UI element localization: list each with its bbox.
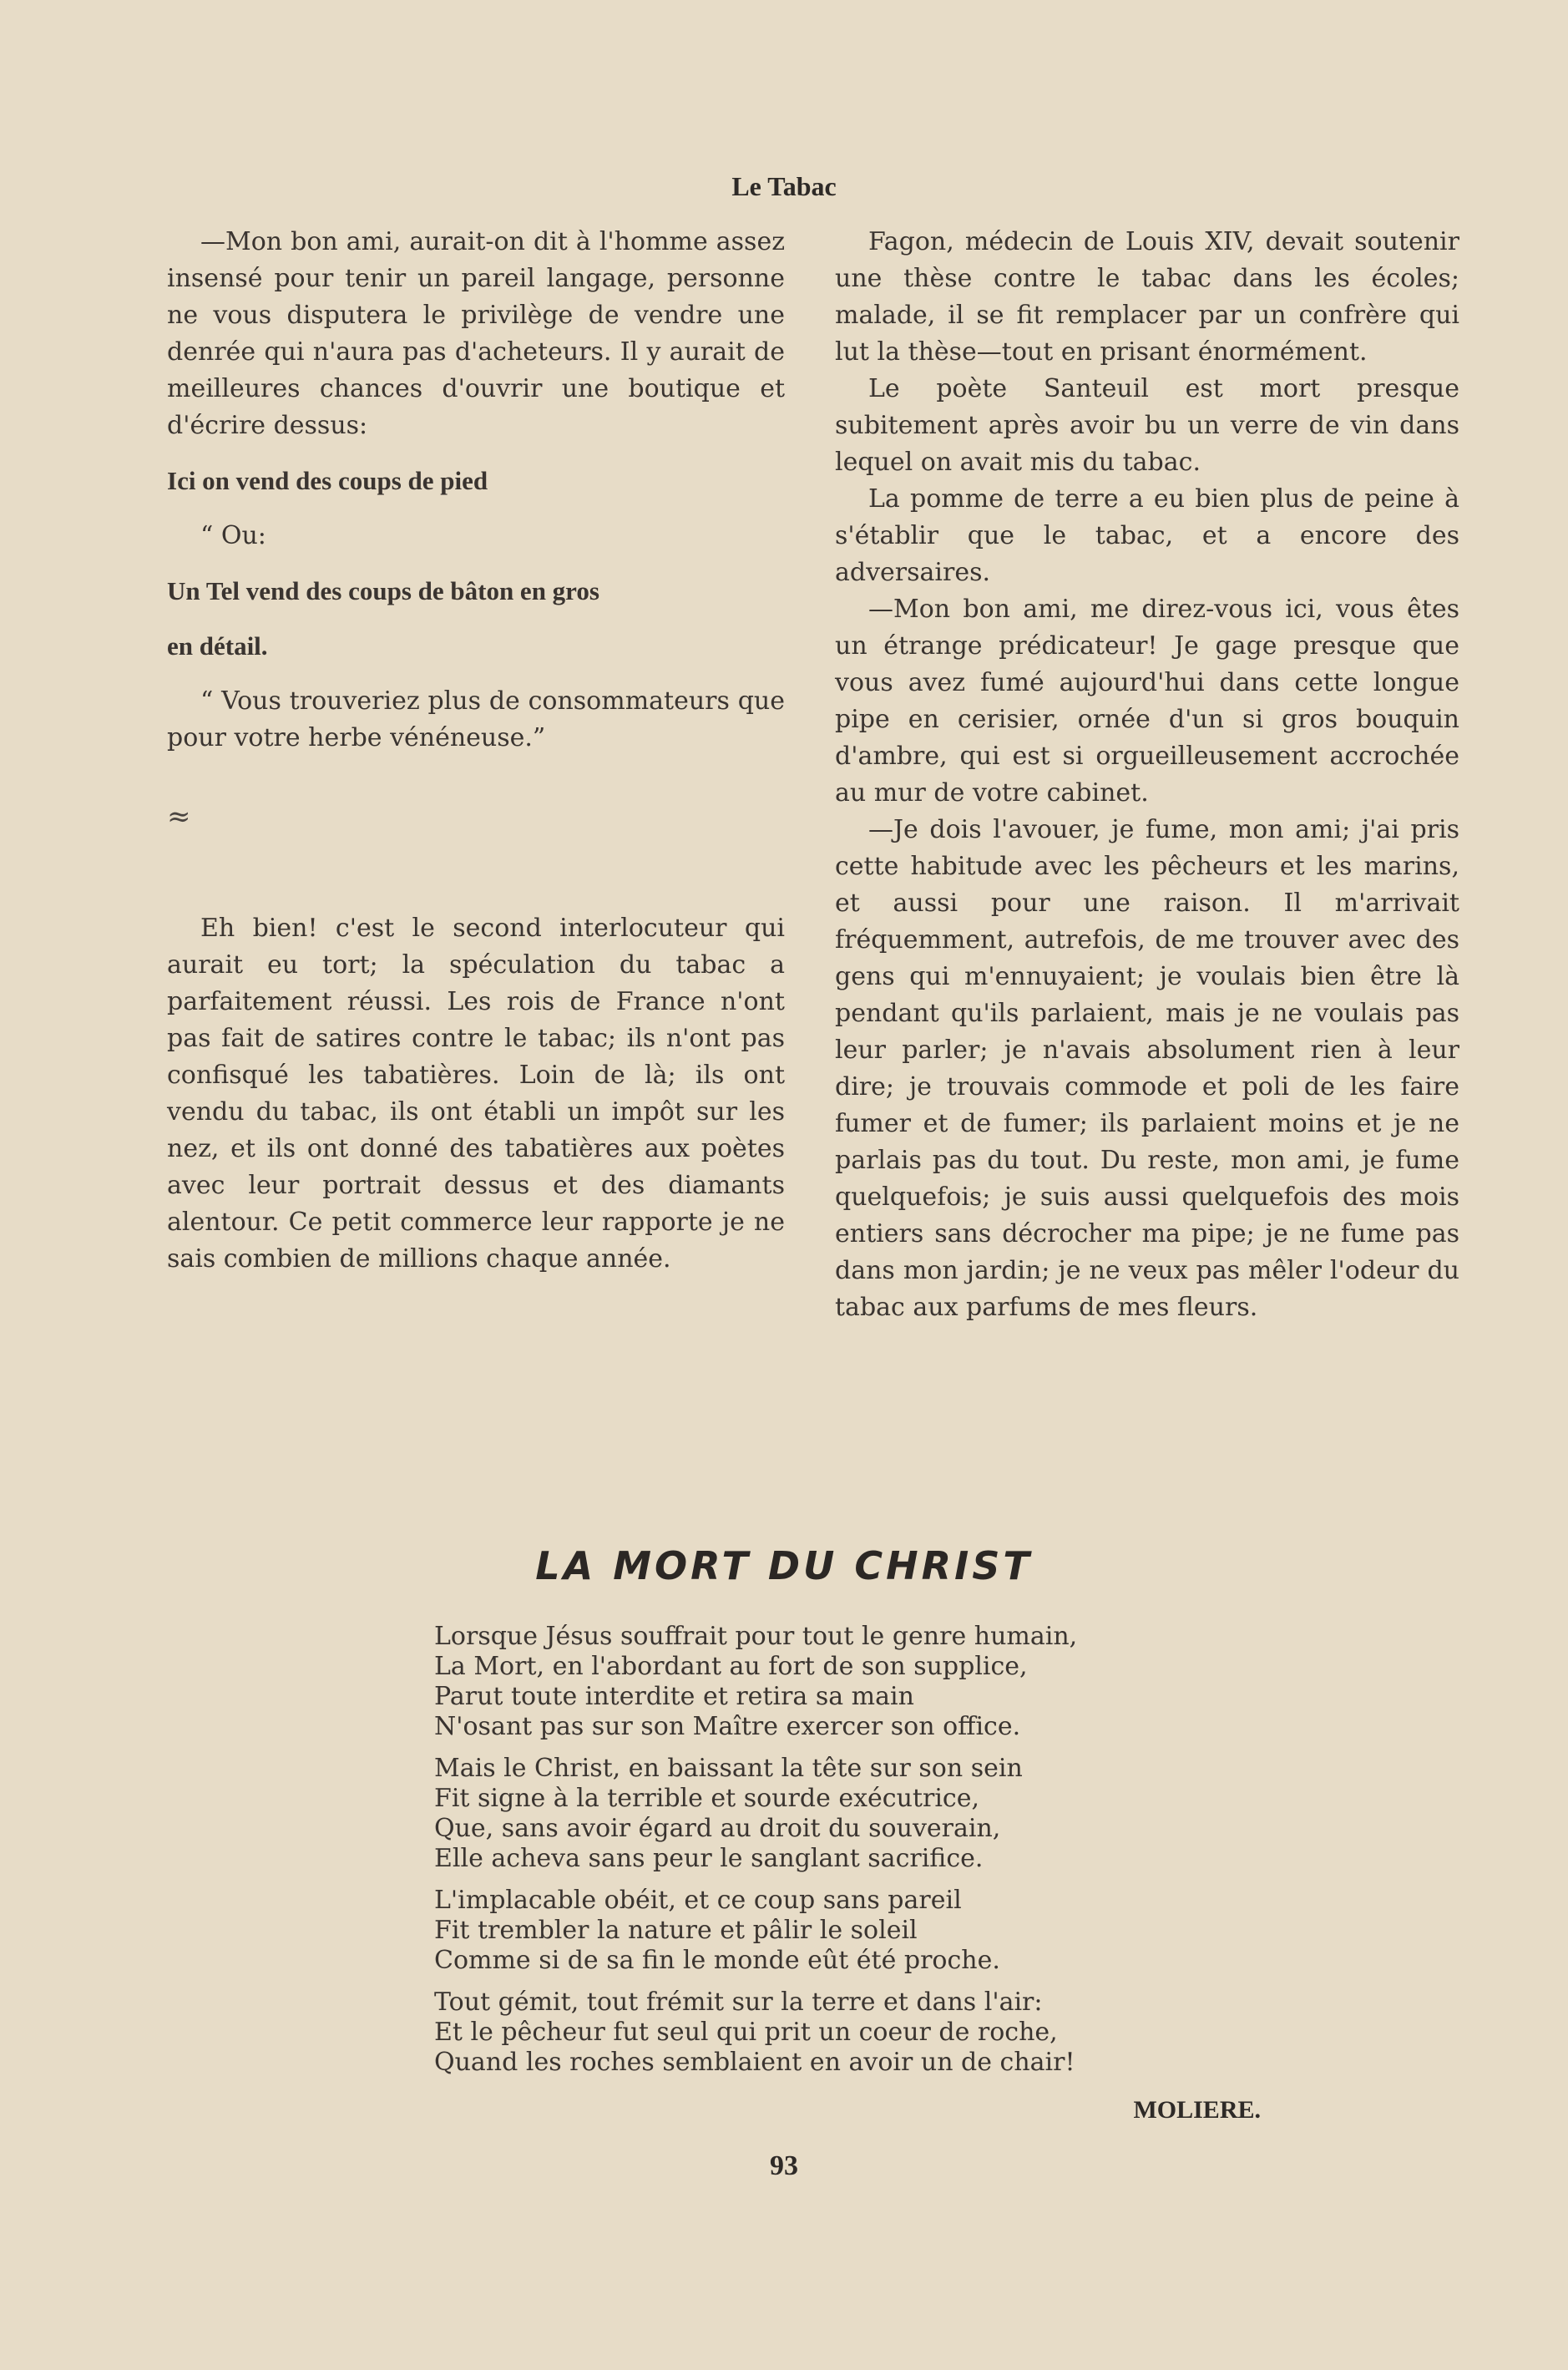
smoking-paragraph: —Je dois l'avouer, je fume, mon ami; j'ai pris cette habitude avec les pêcheurs et les marins, et aussi pour une raison. Il m'arrivait fréquemment, autrefois, de me trouver avec des gens qui m'ennuyaient; je voulais bien être là pendant qu'ils parlaient, mais je ne voulais pas leur parler; je n'avais absolument rien à leur dire; je trouvais commode et poli de les faire fumer et de fumer; ils parlaient moins et je ne parlais pas du tout. Du reste, mon ami, je fume quelquefois; je suis aussi quelquefois des mois entiers sans décrocher ma pipe; je ne fume pas dans mon jardin; je ne veux pas mêler l'odeur du tabac aux parfums de mes fleurs.	[835, 815, 1459, 1322]
preacher-paragraph: —Mon bon ami, me direz-vous ici, vous êtes un étrange prédicateur! Je gage presque que vous avez fumé aujourd'hui dans cette longue pipe en cerisier, ornée d'un si gros bouquin d'ambre, qui est si orgueilleusement accrochée au mur de votre cabinet.	[835, 595, 1459, 808]
section-ornament: ≈	[167, 800, 191, 833]
left-column	[167, 224, 785, 1278]
verse: Comme si de sa fin le monde eût été proche.	[434, 1946, 1000, 1975]
verse: Lorsque Jésus souffrait pour tout le genre humain,	[434, 1622, 1078, 1651]
poem-author: MOLIERE.	[1133, 2096, 1261, 2124]
sign-two-line2: en détail.	[167, 631, 268, 661]
stanza	[434, 1754, 1269, 1874]
verse: Fit trembler la nature et pâlir le soleil	[434, 1916, 918, 1945]
second-paragraph: Eh bien! c'est le second interlocuteur qui aurait eu tort; la spéculation du tabac a parfaitement réussi. Les rois de France n'ont pas fait de satires contre le tabac; ils n'ont pas confisqué les tabatières. Loin de là; ils ont vendu du tabac, ils ont établi un impôt sur les nez, et ils ont donné des tabatières aux poètes avec leur portrait dessus et des diamants alentour. Ce petit commerce leur rapporte je ne sais combien de millions chaque année.	[167, 914, 785, 1274]
verse: Et le pêcheur fut seul qui prit un coeur de roche,	[434, 2018, 1058, 2047]
verse: N'osant pas sur son Maître exercer son office.	[434, 1712, 1021, 1741]
potato-paragraph: La pomme de terre a eu bien plus de peine à s'établir que le tabac, et a encore des adversaires.	[835, 484, 1459, 587]
stanza	[434, 1886, 1269, 1976]
santeuil-paragraph: Le poète Santeuil est mort presque subitement après avoir bu un verre de vin dans lequel on avait mis du tabac.	[835, 374, 1459, 477]
verse: Mais le Christ, en baissant la tête sur son sein	[434, 1754, 1023, 1783]
page-number: 93	[770, 2150, 798, 2181]
verse: Que, sans avoir égard au droit du souverain,	[434, 1814, 1001, 1843]
ou-line: “ Ou:	[200, 521, 266, 550]
stanza	[434, 1988, 1269, 2078]
verse: Elle acheva sans peur le sanglant sacrifice.	[434, 1844, 984, 1873]
sign-one: Ici on vend des coups de pied	[167, 466, 488, 495]
verse: Parut toute interdite et retira sa main	[434, 1682, 914, 1711]
right-column	[835, 224, 1459, 1326]
verse: Fit signe à la terrible et sourde exécutrice,	[434, 1784, 980, 1813]
poem-title: LA MORT DU CHRIST	[535, 1543, 1033, 1588]
fagon-paragraph: Fagon, médecin de Louis XIV, devait soutenir une thèse contre le tabac dans les écoles; malade, il se fit remplacer par un confrère qui lut la thèse—tout en prisant énormément.	[835, 227, 1459, 367]
quote-paragraph: “ Vous trouveriez plus de consommateurs que pour votre herbe vénéneuse.”	[167, 686, 785, 752]
verse: Quand les roches semblaient en avoir un de chair!	[434, 2048, 1075, 2077]
stanza	[434, 1622, 1269, 1742]
verse: L'implacable obéit, et ce coup sans pareil	[434, 1886, 962, 1915]
verse: Tout gémit, tout frémit sur la terre et dans l'air:	[434, 1988, 1043, 2017]
verse: La Mort, en l'abordant au fort de son supplice,	[434, 1652, 1028, 1681]
sign-two-line1: Un Tel vend des coups de bâton en gros	[167, 576, 599, 605]
running-head: Le Tabac	[731, 171, 837, 201]
poem	[434, 1622, 1269, 2089]
intro-paragraph: —Mon bon ami, aurait-on dit à l'homme assez insensé pour tenir un pareil langage, personne ne vous disputera le privilège de vendre une denrée qui n'aura pas d'acheteurs. Il y aurait de meilleures chances d'ouvrir une boutique et d'écrire dessus:	[167, 227, 785, 440]
